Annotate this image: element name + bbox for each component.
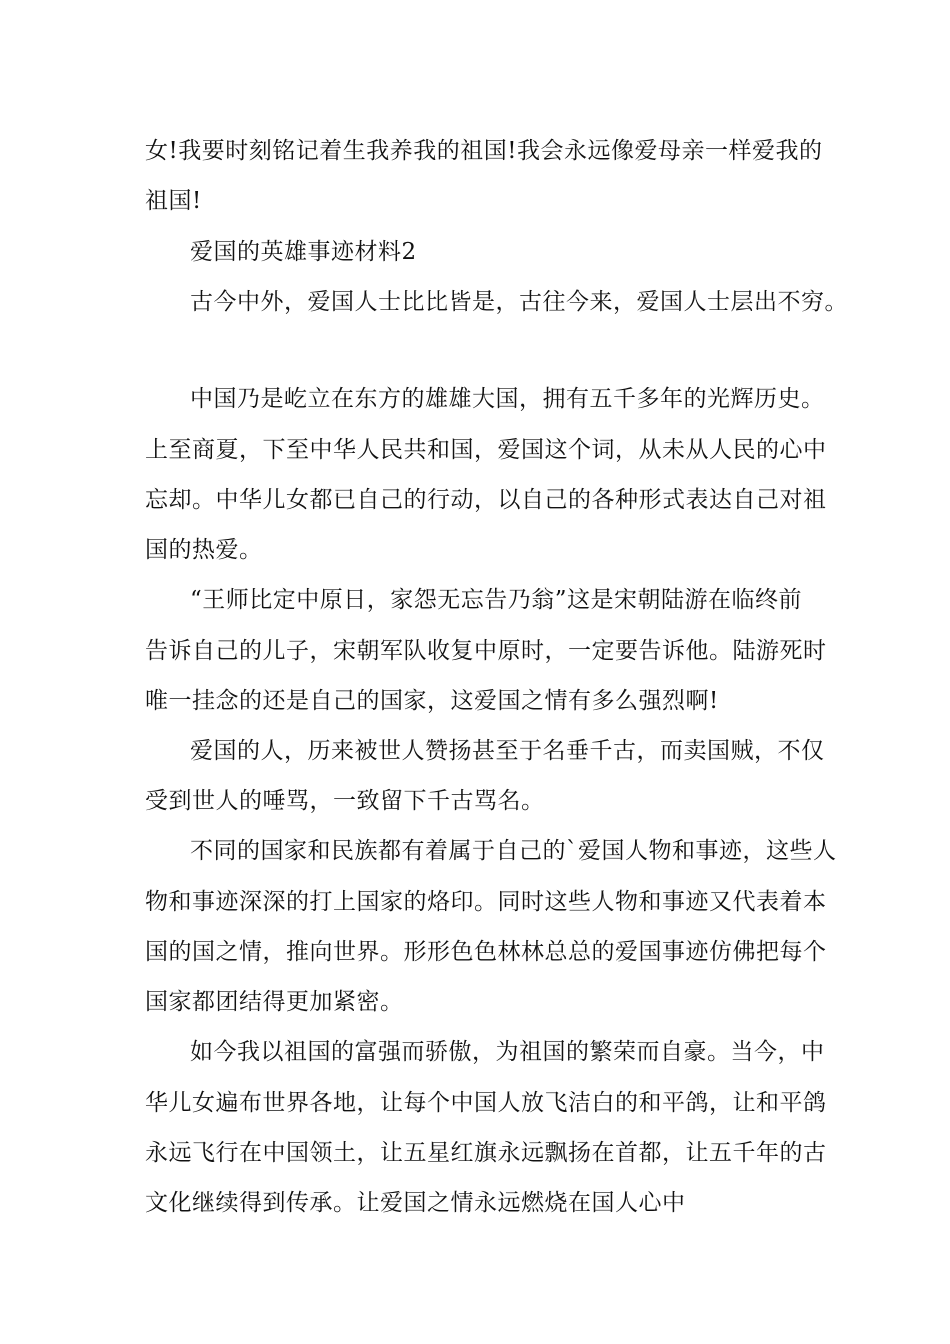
section-heading: 爱国的英雄事迹材料2 <box>190 239 417 265</box>
paragraph-line: 国的热爱。 <box>145 537 263 563</box>
paragraph-line: 爱国的人，历来被世人赞扬甚至于名垂千古，而卖国贼，不仅 <box>190 738 825 764</box>
paragraph-line: 上至商夏，下至中华人民共和国，爱国这个词，从未从人民的心中 <box>145 437 827 463</box>
paragraph-line: 中国乃是屹立在东方的雄雄大国，拥有五千多年的光辉历史。 <box>190 386 825 412</box>
paragraph-line: 如今我以祖国的富强而骄傲，为祖国的繁荣而自豪。当今，中 <box>190 1039 825 1065</box>
paragraph-line: 祖国! <box>145 188 202 214</box>
paragraph-line: 物和事迹深深的打上国家的烙印。同时这些人物和事迹又代表着本 <box>145 889 827 915</box>
paragraph-line: 女!我要时刻铭记着生我养我的祖国!我会永远像爱母亲一样爱我的 <box>145 138 823 164</box>
paragraph-line: 华儿女遍布世界各地，让每个中国人放飞洁白的和平鸽，让和平鸽 <box>145 1090 827 1116</box>
paragraph-line: 告诉自己的儿子，宋朝军队收复中原时，一定要告诉他。陆游死时 <box>145 638 827 664</box>
paragraph-line: 忘却。中华儿女都已自己的行动，以自己的各种形式表达自己对祖 <box>145 487 827 513</box>
paragraph-line: 唯一挂念的还是自己的国家，这爱国之情有多么强烈啊! <box>145 688 719 714</box>
paragraph-line: 国的国之情，推向世界。形形色色林林总总的爱国事迹仿佛把每个 <box>145 939 827 965</box>
paragraph-line: 永远飞行在中国领土，让五星红旗永远飘扬在首都，让五千年的古 <box>145 1140 827 1166</box>
paragraph-line: “王师比定中原日，家怨无忘告乃翁”这是宋朝陆游在临终前 <box>190 587 803 613</box>
paragraph-line: 不同的国家和民族都有着属于自己的`爱国人物和事迹，这些人 <box>190 838 837 864</box>
paragraph-line: 古今中外，爱国人士比比皆是，古往今来，爱国人士层出不穷。 <box>190 289 848 315</box>
paragraph-line: 文化继续得到传承。让爱国之情永远燃烧在国人心中 <box>145 1190 686 1216</box>
paragraph-line: 国家都团结得更加紧密。 <box>145 989 404 1015</box>
paragraph-line: 受到世人的唾骂，一致留下千古骂名。 <box>145 788 545 814</box>
